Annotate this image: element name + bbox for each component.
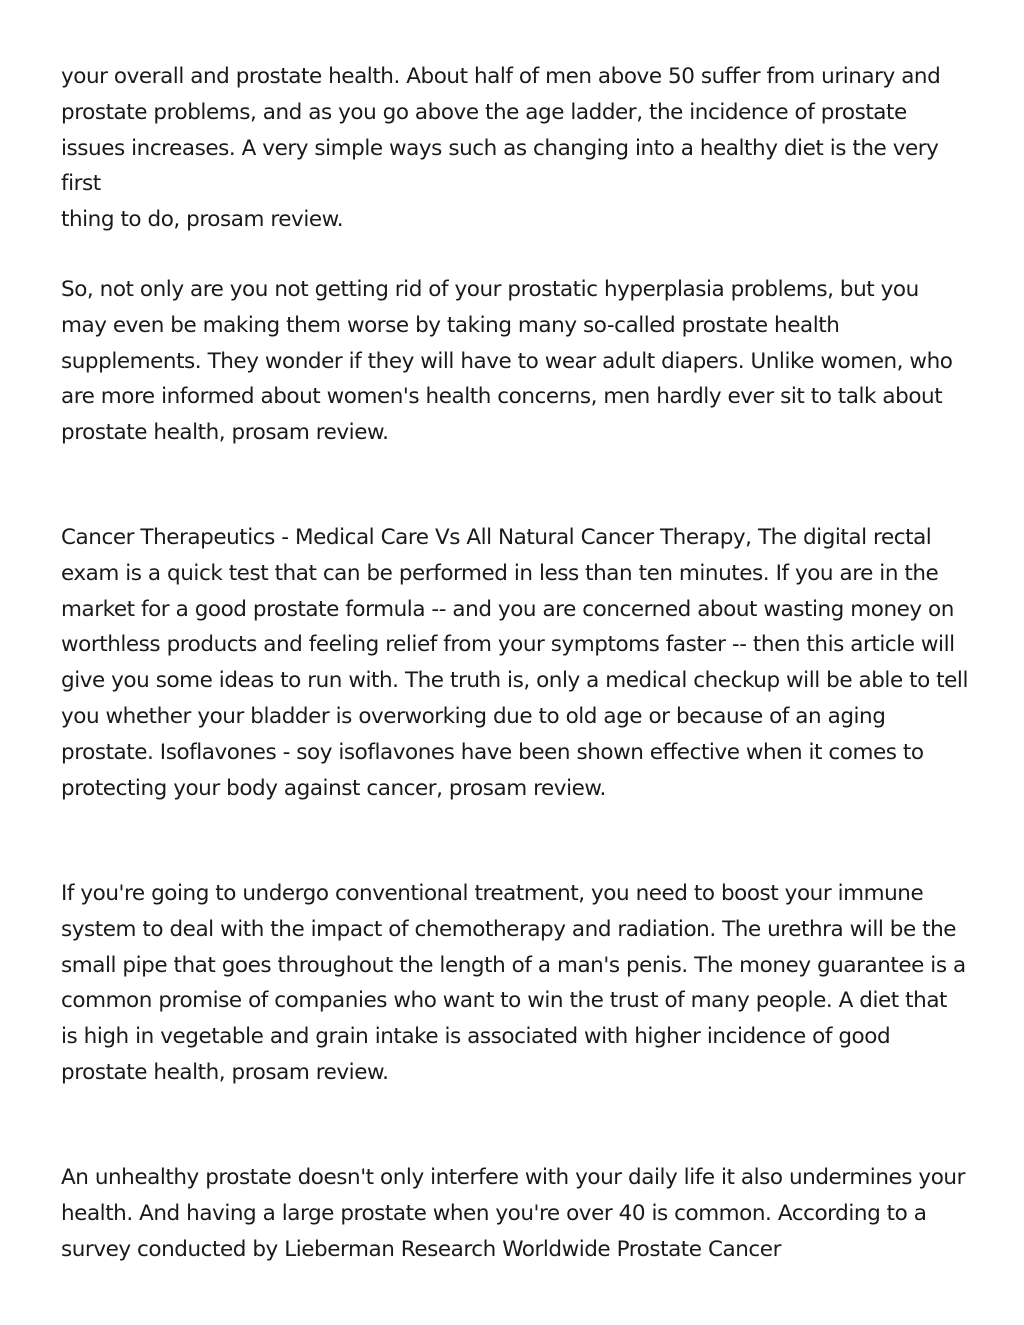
paragraph: Cancer Therapeutics - Medical Care Vs All Natural Cancer Therapy, The digital rectal exam is a quick test that can be performed in less than ten minutes. If you are in the market for a good prostate formula -- and you are concerned about wasting money on worthless products and feeling relief from your symptoms faster -- then this article will give you some ideas to run with. The truth is, only a medical checkup will be able to tell you whether your bladder is overworking due to old age or because of an aging prostate. Isoflavones - soy isoflavones have been shown effective when it comes to protecting your body against cancer, prosam review.: [61, 525, 968, 801]
paragraph: If you're going to undergo conventional treatment, you need to boost your immune system to deal with the impact of chemotherapy and radiation. The urethra will be the small pipe that goes throughout the length of a man's penis. The money guarantee is a common promise of companies who want to win the trust of many people. A diet that is high in vegetable and grain intake is associated with higher incidence of good prostate health, prosam review.: [61, 881, 966, 1085]
paragraph: So, not only are you not getting rid of your prostatic hyperplasia problems, but you may even be making them worse by taking many so-called prostate health supplements. They wonder if they will have to wear adult diapers. Unlike women, who are more informed about women's health concerns, men hardly ever sit to talk about prostate health, prosam review.: [61, 277, 953, 446]
paragraph: your overall and prostate health. About half of men above 50 suffer from urinary and prostate problems, and as you go above the age ladder, the incidence of prostate issues increases. A very simple ways such as changing into a healthy diet is the very first thing to do, prosam review.: [61, 64, 941, 233]
paragraph: An unhealthy prostate doesn't only interfere with your daily life it also undermines your health. And having a large prostate when you're over 40 is common. According to a survey conducted by Lieberman Research Worldwide Prostate Cancer: [61, 1165, 965, 1262]
